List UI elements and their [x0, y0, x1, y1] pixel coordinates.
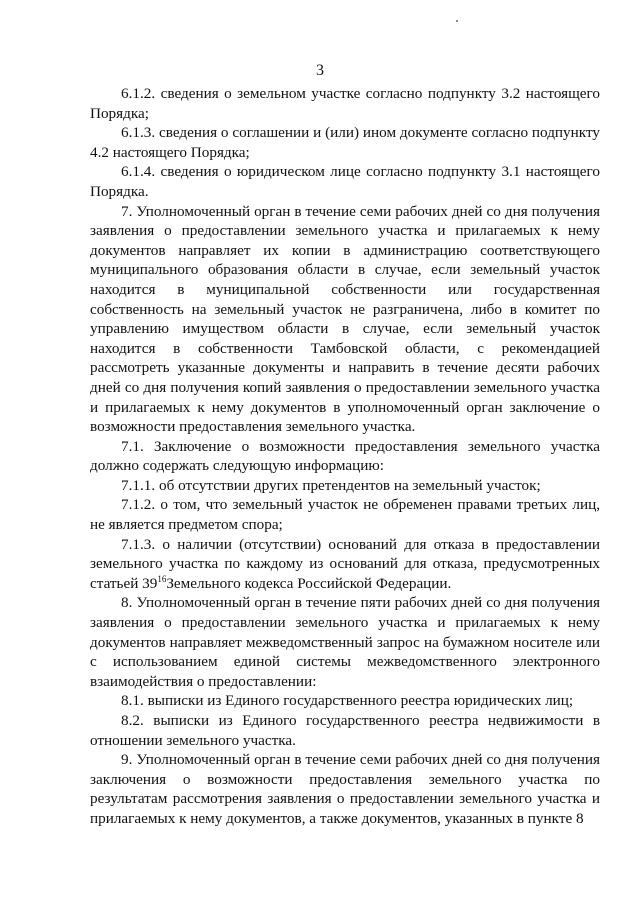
paragraph-9: 9. Уполномоченный орган в течение семи рабочих дней со дня получения заключения о возможности предоставления земельного участка по результатам рассмотрения заявления о предоставлении земельного участка и прилагаемых к нему документов, а также документов, указанных в пункте 8 — [90, 751, 600, 827]
paragraph-8: 8. Уполномоченный орган в течение пяти рабочих дней со дня получения заявления о предоставлении земельного участка и прилагаемых к нему документов направляет межведомственный запрос на бумажном носителе или с использованием единой системы межведомственного электронного взаимодействия о предоставлении: — [90, 594, 600, 690]
paragraph-7-1: 7.1. Заключение о возможности предоставления земельного участка должно содержать следующую информацию: — [90, 437, 600, 475]
paragraph-6-1-2: 6.1.2. сведения о земельном участке согласно подпункту 3.2 настоящего Порядка; — [90, 85, 600, 122]
paragraph-8-2: 8.2. выписки из Единого государственного реестра недвижимости в отношении земельного участка. — [90, 712, 600, 749]
page-number: 3 — [316, 62, 324, 79]
paragraph-7: 7. Уполномоченный орган в течение семи рабочих дней со дня получения заявления о предоставлении земельного участка и прилагаемых к нему документов направляет их копии в администрацию соответствующего муниципального образования области в случае, если земельный участок находится в муниципальной собственности или государственная собственность на земельный участок не разграничена, либо в комитет по управлению имуществом области в случае, если земельный участок находится в собственности Тамбовской области, с рекомендацией рассмотреть указанные документы и направить в течение десяти рабочих дней со дня получения копий заявления о предоставлении земельного участка и прилагаемых к нему документов в уполномоченный орган заключение о возможности предоставления земельного участка. — [90, 202, 600, 436]
scan-speck — [456, 20, 458, 22]
paragraph-7-1-3 — [90, 535, 600, 594]
paragraph-7-1-1: 7.1.1. об отсутствии других претендентов на земельный участок; — [121, 476, 541, 494]
document-body — [90, 84, 600, 829]
paragraph-6-1-3: 6.1.3. сведения о соглашении и (или) ином документе согласно подпункту 4.2 настоящего Порядка; — [90, 124, 600, 161]
paragraph-7-1-2: 7.1.2. о том, что земельный участок не обременен правами третьих лиц, не является предметом спора; — [90, 496, 600, 534]
paragraph-8-1: 8.1. выписки из Единого государственного реестра юридических лиц; — [121, 692, 574, 710]
paragraph-7-1-3-tail: Земельного кодекса Российской Федерации. — [166, 574, 452, 592]
paragraph-7-1-3-text: 7.1.3. о наличии (отсутствии) оснований для отказа в предоставлении земельного участка по каждому из оснований для отказа, предусмотренных статьей 39 — [90, 535, 600, 592]
article-superscript: 16 — [157, 573, 167, 584]
paragraph-6-1-4: 6.1.4. сведения о юридическом лице согласно подпункту 3.1 настоящего Порядка. — [90, 163, 600, 200]
